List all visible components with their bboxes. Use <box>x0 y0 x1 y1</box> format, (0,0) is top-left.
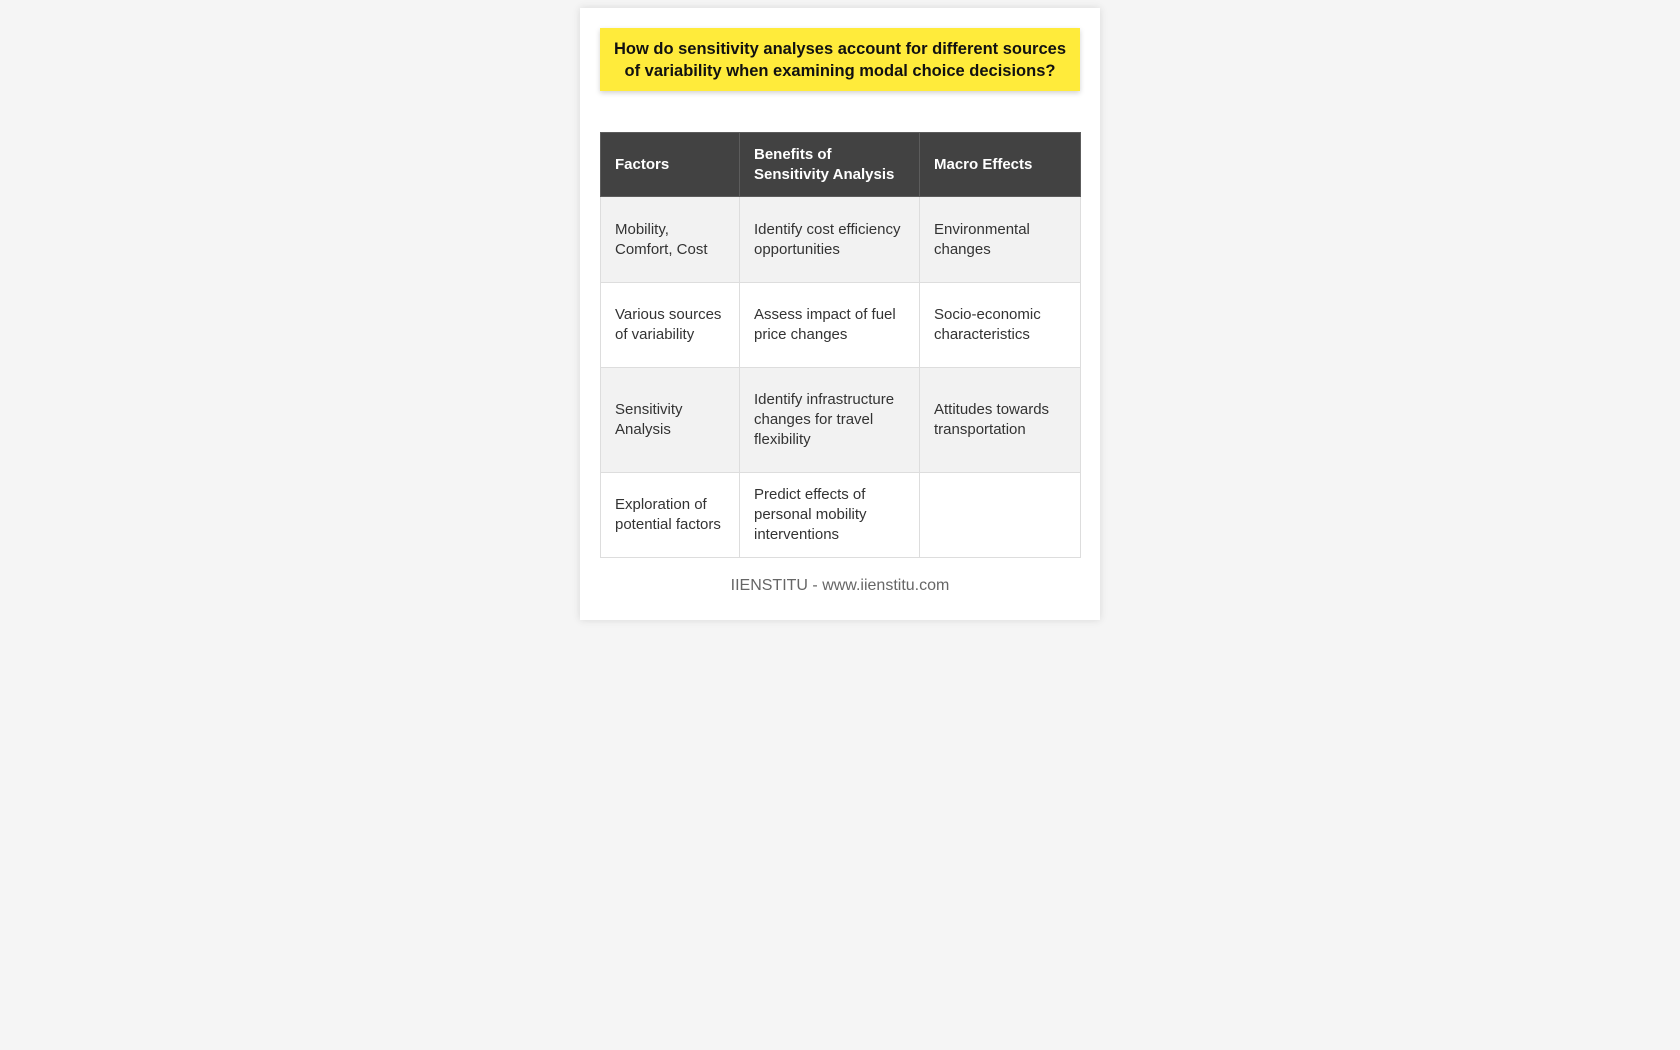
table-cell: Identify infrastructure changes for travel flexibility <box>740 368 920 473</box>
table-cell: Mobility, Comfort, Cost <box>601 197 740 283</box>
table-cell: Socio-economic characteristics <box>920 283 1081 368</box>
table-row <box>601 368 1081 473</box>
table-cell: Attitudes towards transportation <box>920 368 1081 473</box>
header-macro-effects: Macro Effects <box>920 133 1081 197</box>
content-card <box>580 8 1100 620</box>
table-cell: Sensitivity Analysis <box>601 368 740 473</box>
table-cell <box>920 473 1081 558</box>
table-cell: Predict effects of personal mobility interventions <box>740 473 920 558</box>
question-banner: How do sensitivity analyses account for different sources of variability when examining modal choice decisions? <box>600 28 1080 91</box>
table-cell: Exploration of potential factors <box>601 473 740 558</box>
table-header-row <box>601 133 1081 197</box>
data-table <box>600 132 1081 558</box>
table-cell: Various sources of variability <box>601 283 740 368</box>
table-row <box>601 283 1081 368</box>
table-cell: Identify cost efficiency opportunities <box>740 197 920 283</box>
table-cell: Assess impact of fuel price changes <box>740 283 920 368</box>
header-factors: Factors <box>601 133 740 197</box>
header-benefits: Benefits of Sensitivity Analysis <box>740 133 920 197</box>
table-row <box>601 197 1081 283</box>
table-cell: Environmental changes <box>920 197 1081 283</box>
table-row <box>601 473 1081 558</box>
footer-credit: IIENSTITU - www.iienstitu.com <box>730 577 950 594</box>
